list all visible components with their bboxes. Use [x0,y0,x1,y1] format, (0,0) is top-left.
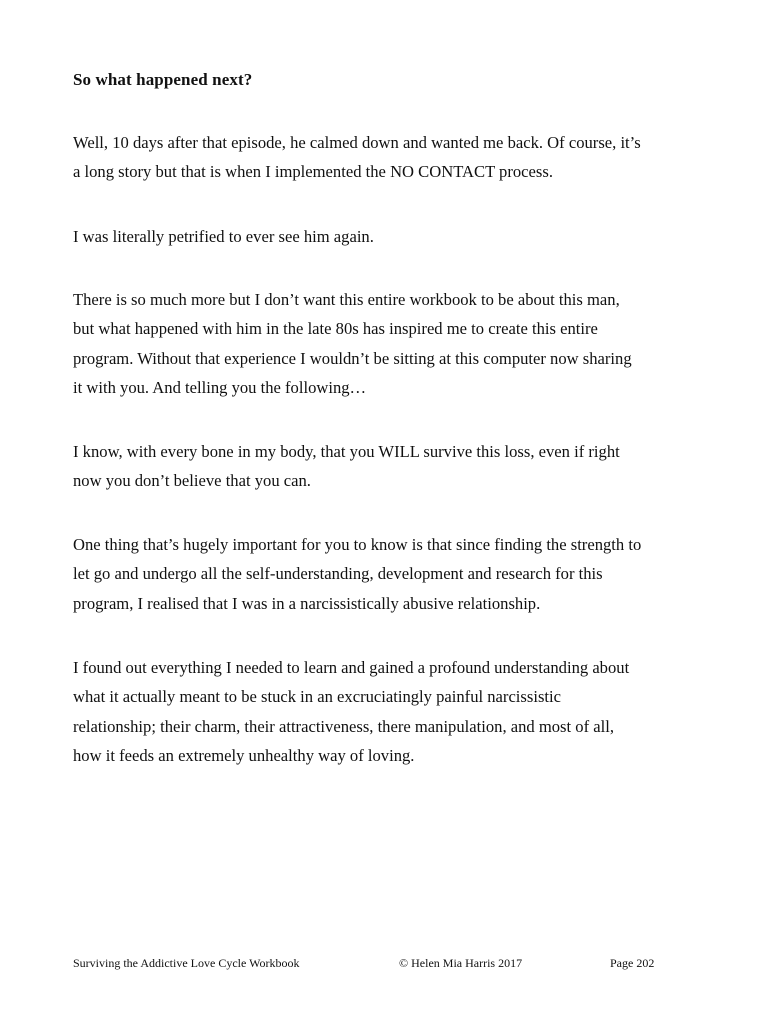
text-line: One thing that’s hugely important for you to know is that since finding the strength to [73,535,642,554]
footer-page-number: Page 202 [610,956,655,970]
text-line: I found out everything I needed to learn and gained a profound understanding about [73,658,630,677]
paragraph-3 [73,285,713,402]
text-line: I know, with every bone in my body, that you WILL survive this loss, even if right [73,442,620,461]
section-heading: So what happened next? [73,70,253,89]
text-line: I was literally petrified to ever see him again. [73,227,374,246]
paragraph-4 [73,437,713,496]
text-line: how it feeds an extremely unhealthy way of loving. [73,745,415,765]
text-line: but what happened with him in the late 80s has inspired me to create this entire [73,319,598,339]
text-line: let go and undergo all the self-understanding, development and research for this [73,564,603,584]
text-line: it with you. And telling you the following… [73,377,367,397]
text-line: program. Without that experience I wouldn’t be sitting at this computer now sharing [73,348,632,368]
text-line: now you don’t believe that you can. [73,471,311,491]
footer-copyright: © Helen Mia Harris 2017 [399,956,523,970]
text-line: what it actually meant to be stuck in an excruciatingly painful narcissistic [73,687,561,707]
text-line: There is so much more but I don’t want this entire workbook to be about this man, [73,290,620,309]
text-line: relationship; their charm, their attractiveness, there manipulation, and most of all, [73,716,614,736]
text-line: program, I realised that I was in a narcissistically abusive relationship. [73,593,541,613]
paragraph-5 [73,530,713,618]
paragraph-1 [73,128,713,187]
footer-book-title: Surviving the Addictive Love Cycle Workbook [73,956,300,970]
text-line: Well, 10 days after that episode, he calmed down and wanted me back. Of course, it’s [73,133,641,152]
paragraph-6 [73,653,713,770]
text-line: a long story but that is when I implemented the NO CONTACT process. [73,162,553,182]
paragraph-2 [73,222,713,251]
